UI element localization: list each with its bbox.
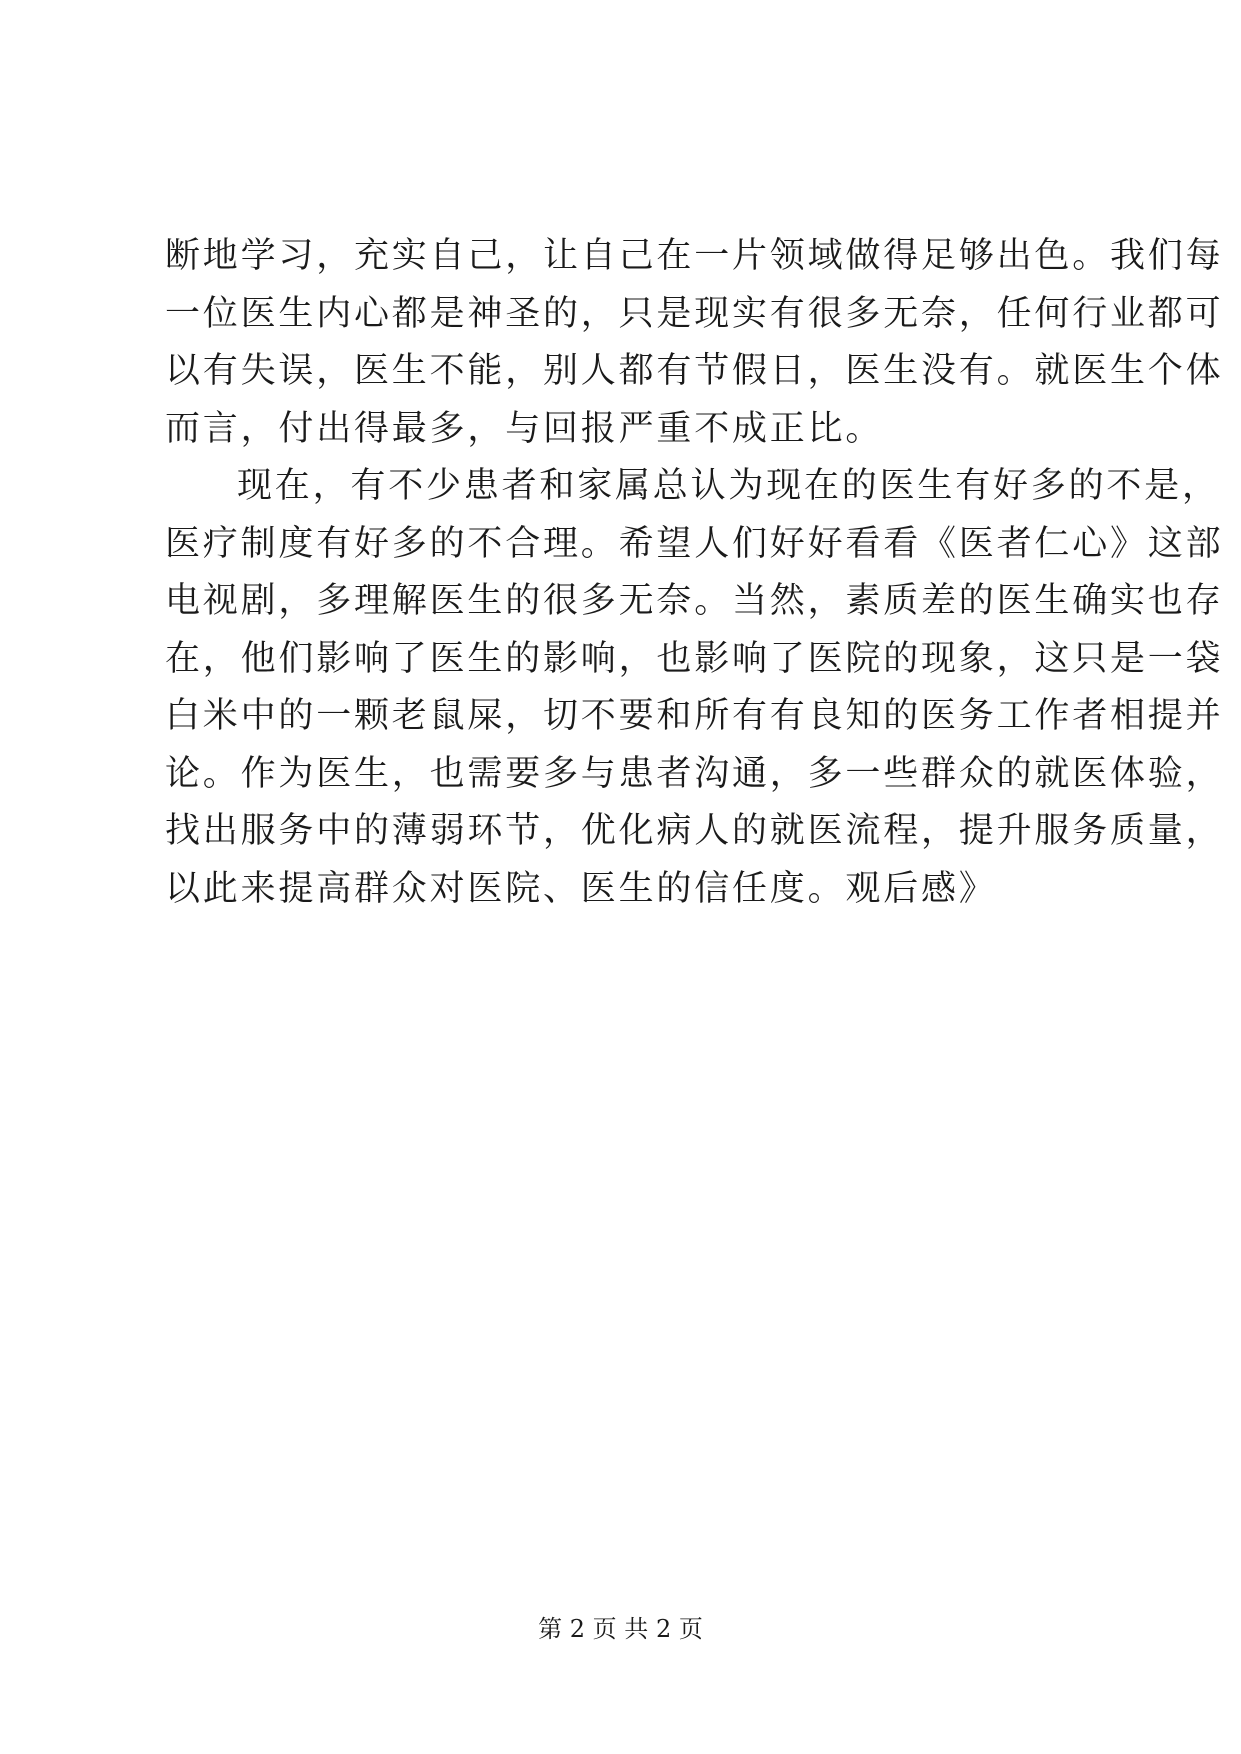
text-line: 找出服务中的薄弱环节，优化病人的就医流程，提升服务质量， (165, 811, 1224, 851)
text-line: 断地学习，充实自己，让自己在一片领域做得足够出色。我们每 (165, 236, 1224, 276)
text-line: 在，他们影响了医生的影响，也影响了医院的现象，这只是一袋 (165, 638, 1224, 679)
paragraph-1 (165, 228, 1224, 458)
text-line: 电视剧，多理解医生的很多无奈。当然，素质差的医生确实也存 (165, 581, 1224, 621)
page-number-footer: 第 2 页 共 2 页 (538, 1615, 703, 1643)
text-line: 现在，有不少患者和家属总认为现在的医生有好多的不是， (237, 466, 1220, 506)
text-line: 白米中的一颗老鼠屎，切不要和所有有良知的医务工作者相提并 (165, 696, 1224, 736)
document-body (165, 228, 1224, 918)
text-line: 以此来提高群众对医院、医生的信任度。观后感》 (165, 868, 997, 909)
text-line: 医疗制度有好多的不合理。希望人们好好看看《医者仁心》这部 (165, 523, 1224, 564)
text-line: 一位医生内心都是神圣的，只是现实有很多无奈，任何行业都可 (165, 293, 1224, 334)
text-line: 而言，付出得最多，与回报严重不成正比。 (165, 408, 884, 449)
text-line: 以有失误，医生不能，别人都有节假日，医生没有。就医生个体 (165, 351, 1224, 391)
text-line: 论。作为医生，也需要多与患者沟通，多一些群众的就医体验， (165, 753, 1224, 794)
paragraph-2 (165, 458, 1224, 918)
